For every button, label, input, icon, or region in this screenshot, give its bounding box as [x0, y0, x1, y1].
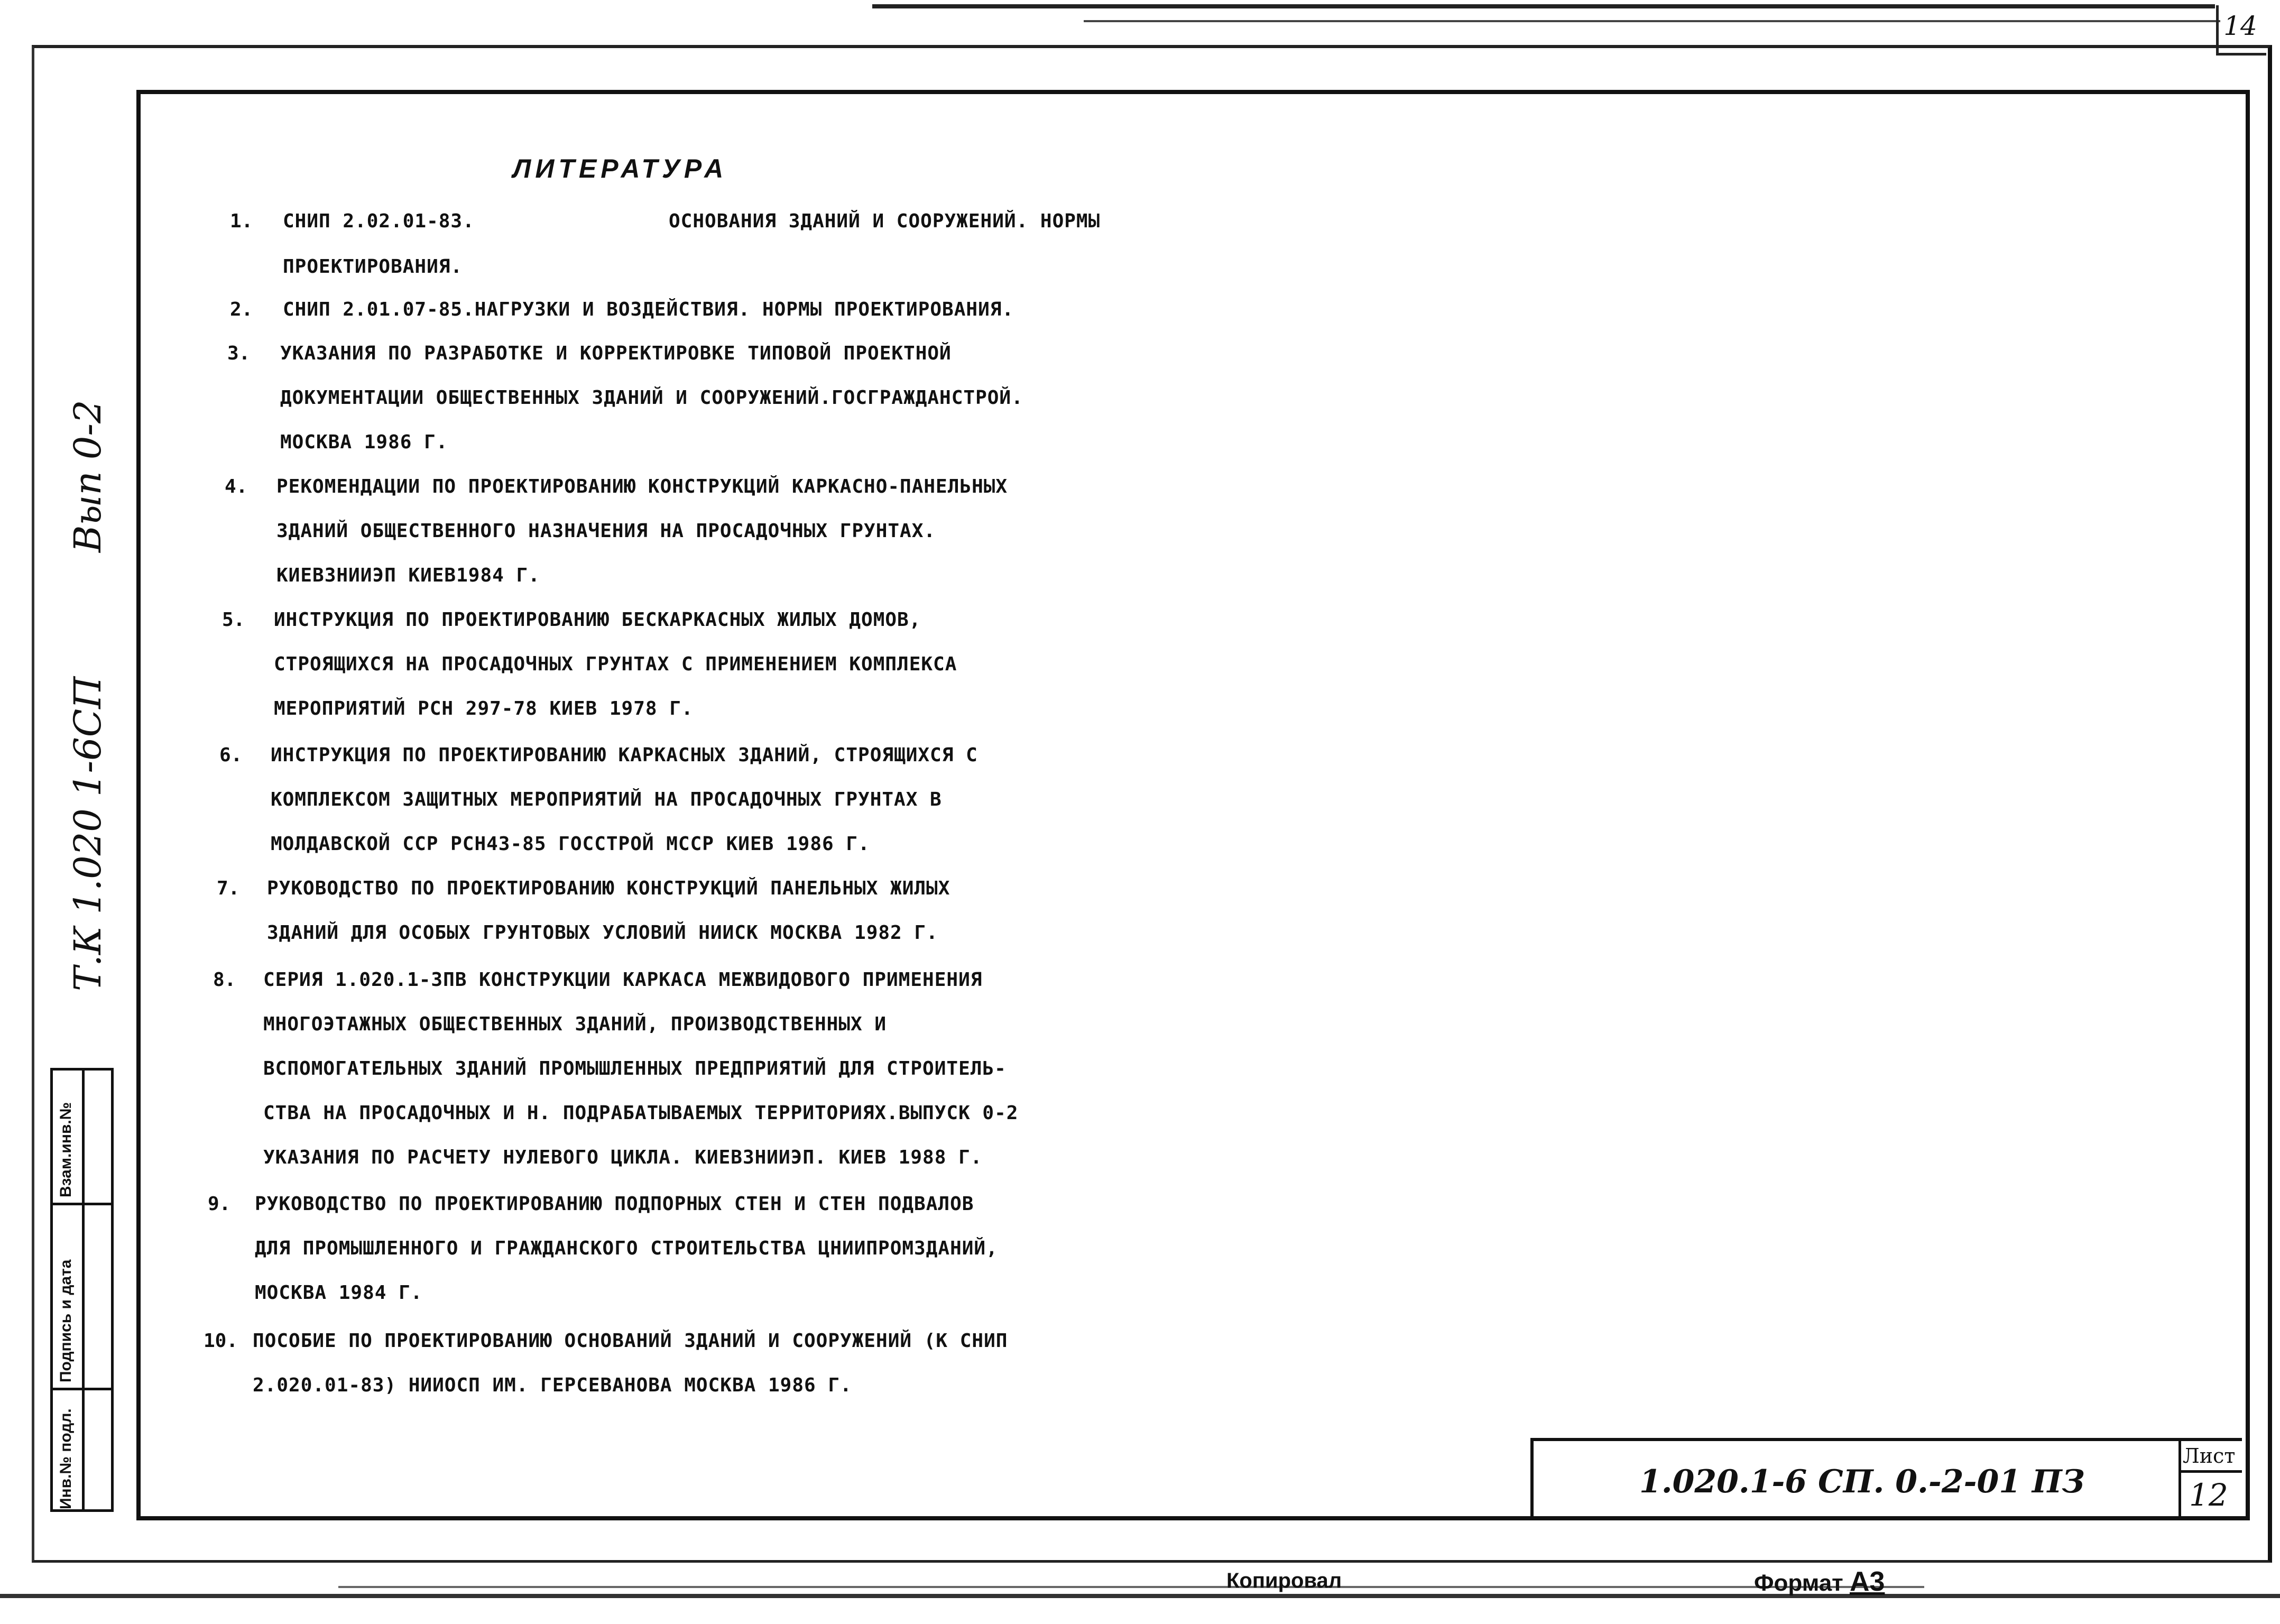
list-item-line: МОЛДАВСКОЙ ССР РСН43-85 ГОССТРОЙ МССР КИЕВ 1986 Г.	[271, 833, 870, 855]
scan-edge-line	[872, 4, 2215, 8]
list-item-number: 2.	[230, 299, 253, 320]
list-item-line: 2.020.01-83) НИИОСП ИМ. ГЕРСЕВАНОВА МОСКВА 1986 Г.	[253, 1374, 852, 1396]
list-item-line: ИНСТРУКЦИЯ ПО ПРОЕКТИРОВАНИЮ БЕСКАРКАСНЫХ ЖИЛЫХ ДОМОВ,	[274, 609, 921, 631]
list-item-line: ДЛЯ ПРОМЫШЛЕННОГО И ГРАЖДАНСКОГО СТРОИТЕЛЬСТВА ЦНИИПРОМЗДАНИЙ,	[255, 1238, 998, 1259]
scan-edge-line	[0, 1594, 2280, 1598]
list-item-line: СТВА НА ПРОСАДОЧНЫХ И Н. ПОДРАБАТЫВАЕМЫХ ТЕРРИТОРИЯХ.ВЫПУСК 0-2	[263, 1102, 1019, 1124]
list-item-line: ЗДАНИЙ ОБЩЕСТВЕННОГО НАЗНАЧЕНИЯ НА ПРОСАДОЧНЫХ ГРУНТАХ.	[276, 520, 936, 542]
sheet-number: 12	[2189, 1477, 2228, 1513]
list-item-number: 3.	[227, 343, 251, 364]
list-item-line: РУКОВОДСТВО ПО ПРОЕКТИРОВАНИЮ ПОДПОРНЫХ СТЕН И СТЕН ПОДВАЛОВ	[255, 1193, 974, 1215]
side-label-issue: Вып 0-2	[66, 400, 109, 552]
footer-format-value: А3	[1849, 1566, 1885, 1597]
list-item-line: ДОКУМЕНТАЦИИ ОБЩЕСТВЕННЫХ ЗДАНИЙ И СООРУЖЕНИЙ.ГОСГРАЖДАНСТРОЙ.	[280, 387, 1023, 409]
page-title: ЛИТЕРАТУРА	[513, 154, 728, 183]
document-code: 1.020.1-6 СП. 0.-2-01 ПЗ	[1639, 1463, 2085, 1500]
list-item-line: УКАЗАНИЯ ПО РАСЧЕТУ НУЛЕВОГО ЦИКЛА. КИЕВЗНИИЭП. КИЕВ 1988 Г.	[263, 1147, 983, 1168]
list-item-number: 8.	[213, 969, 236, 991]
list-item-line: ИНСТРУКЦИЯ ПО ПРОЕКТИРОВАНИЮ КАРКАСНЫХ ЗДАНИЙ, СТРОЯЩИХСЯ С	[271, 744, 978, 766]
list-item-number: 10.	[204, 1330, 238, 1352]
list-item-line: МОСКВА 1984 Г.	[255, 1282, 423, 1304]
title-block-divider	[2179, 1470, 2242, 1473]
list-item-number: 7.	[217, 878, 240, 899]
title-block	[1530, 1438, 2242, 1520]
stamp-replace-inv: Взам.инв.№	[57, 1102, 75, 1197]
list-item-line: МЕРОПРИЯТИЙ РСН 297-78 КИЕВ 1978 Г.	[274, 698, 694, 719]
stamp-divider	[53, 1203, 111, 1205]
list-item-number: 5.	[222, 609, 245, 631]
list-item-line: СНИП 2.01.07-85.НАГРУЗКИ И ВОЗДЕЙСТВИЯ. НОРМЫ ПРОЕКТИРОВАНИЯ.	[283, 299, 1014, 320]
scan-edge-line	[338, 1586, 1924, 1588]
list-item-line: СНИП 2.02.01-83.	[283, 210, 475, 232]
list-item-line: РУКОВОДСТВО ПО ПРОЕКТИРОВАНИЮ КОНСТРУКЦИЙ ПАНЕЛЬНЫХ ЖИЛЫХ	[267, 878, 950, 899]
list-item-line: ОСНОВАНИЯ ЗДАНИЙ И СООРУЖЕНИЙ. НОРМЫ	[669, 210, 1101, 232]
stamp-inv-no-orig: Инв.№ подл.	[57, 1408, 75, 1509]
title-block-divider	[2179, 1441, 2181, 1520]
list-item-line: МНОГОЭТАЖНЫХ ОБЩЕСТВЕННЫХ ЗДАНИЙ, ПРОИЗВОДСТВЕННЫХ И	[263, 1013, 887, 1035]
page-corner-number: 14	[2223, 11, 2257, 41]
list-item-number: 4.	[225, 476, 248, 497]
list-item-number: 6.	[219, 744, 243, 766]
list-item-line: РЕКОМЕНДАЦИИ ПО ПРОЕКТИРОВАНИЮ КОНСТРУКЦИЙ КАРКАСНО-ПАНЕЛЬНЫХ	[276, 476, 1008, 497]
list-item-line: ПОСОБИЕ ПО ПРОЕКТИРОВАНИЮ ОСНОВАНИЙ ЗДАНИЙ И СООРУЖЕНИЙ (К СНИП	[253, 1330, 1008, 1352]
list-item-line: ПРОЕКТИРОВАНИЯ.	[283, 256, 463, 278]
list-item-number: 1.	[230, 210, 253, 232]
list-item-line: СЕРИЯ 1.020.1-3ПВ КОНСТРУКЦИИ КАРКАСА МЕЖВИДОВОГО ПРИМЕНЕНИЯ	[263, 969, 983, 991]
stamp-divider	[53, 1388, 111, 1390]
list-item-line: КИЕВЗНИИЭП КИЕВ1984 Г.	[276, 565, 540, 586]
footer-format-label: Формат	[1754, 1570, 1843, 1596]
stamp-strip	[50, 1068, 114, 1512]
list-item-line: МОСКВА 1986 Г.	[280, 431, 448, 453]
side-label-series: Т.К 1.020 1-6СП	[66, 676, 109, 991]
stamp-divider	[82, 1071, 85, 1509]
list-item-number: 9.	[208, 1193, 231, 1215]
sheet-label: Лист	[2183, 1444, 2236, 1468]
stamp-signature-date: Подпись и дата	[57, 1259, 75, 1382]
list-item-line: СТРОЯЩИХСЯ НА ПРОСАДОЧНЫХ ГРУНТАХ С ПРИМЕНЕНИЕМ КОМПЛЕКСА	[274, 653, 957, 675]
list-item-line: ЗДАНИЙ ДЛЯ ОСОБЫХ ГРУНТОВЫХ УСЛОВИЙ НИИСК МОСКВА 1982 Г.	[267, 922, 938, 944]
list-item-line: КОМПЛЕКСОМ ЗАЩИТНЫХ МЕРОПРИЯТИЙ НА ПРОСАДОЧНЫХ ГРУНТАХ В	[271, 789, 942, 810]
footer-copied: Копировал	[1226, 1569, 1342, 1592]
scan-edge-line	[1084, 20, 2220, 22]
footer-format	[1754, 1566, 1885, 1598]
list-item-line: УКАЗАНИЯ ПО РАЗРАБОТКЕ И КОРРЕКТИРОВКЕ ТИПОВОЙ ПРОЕКТНОЙ	[280, 343, 952, 364]
list-item-line: ВСПОМОГАТЕЛЬНЫХ ЗДАНИЙ ПРОМЫШЛЕННЫХ ПРЕДПРИЯТИЙ ДЛЯ СТРОИТЕЛЬ-	[263, 1058, 1007, 1079]
